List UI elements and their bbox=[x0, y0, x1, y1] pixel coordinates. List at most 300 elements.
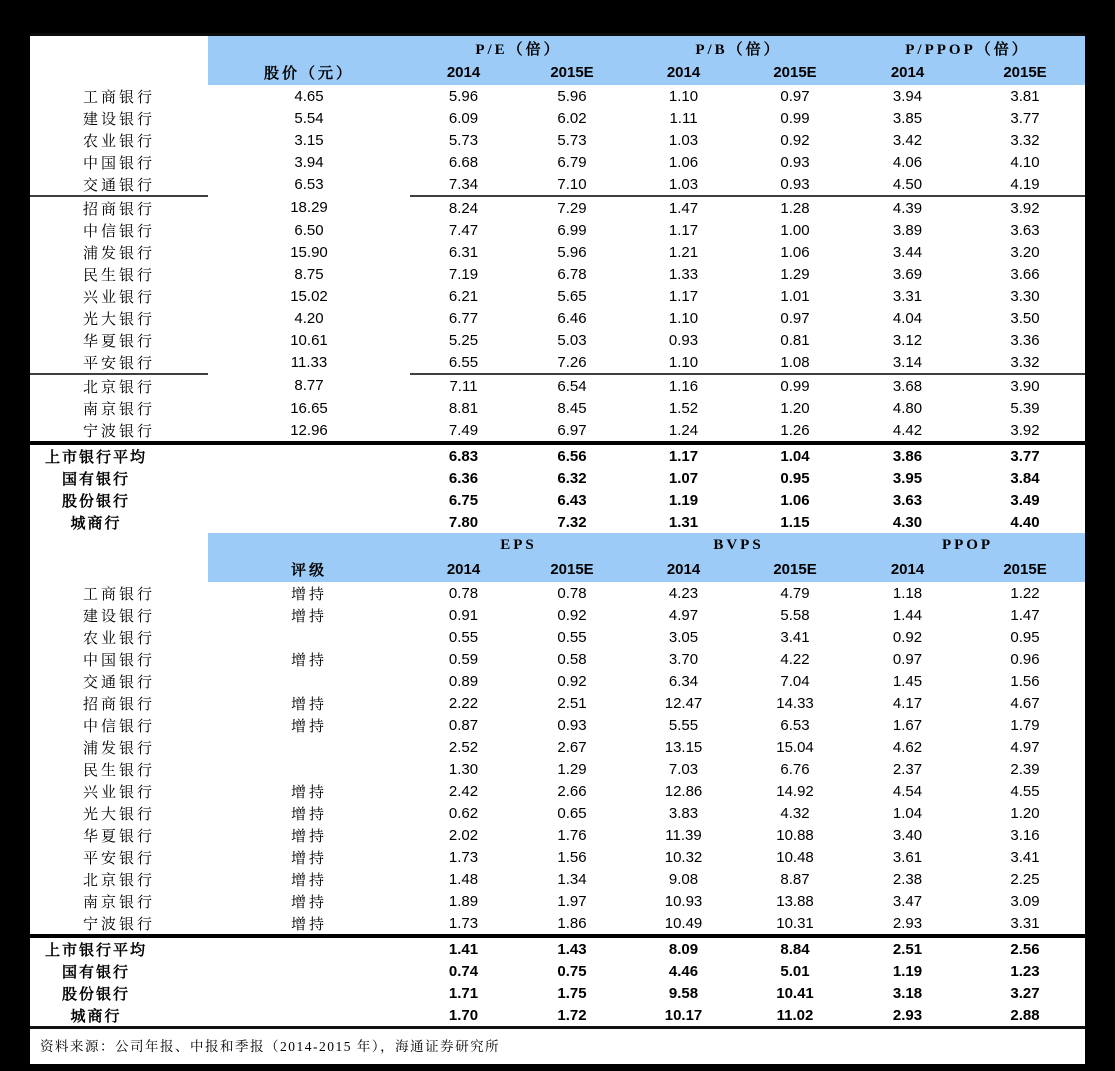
summary-label: 城商行 bbox=[70, 515, 122, 532]
value-cell: 6.53 bbox=[780, 716, 810, 734]
value-cell: 0.97 bbox=[780, 309, 810, 327]
summary-value: 1.43 bbox=[517, 936, 627, 960]
summary-value: 8.09 bbox=[627, 936, 740, 960]
summary-value: 1.70 bbox=[448, 1006, 479, 1024]
value-cell: 2.37 bbox=[892, 760, 923, 778]
year-header-label: 2014 bbox=[410, 60, 517, 85]
value-cell: 2.38 bbox=[892, 870, 923, 888]
summary-label: 股份银行 bbox=[61, 986, 130, 1003]
value-cell: 6.79 bbox=[557, 153, 587, 171]
bank-name: 建设银行 bbox=[82, 608, 155, 625]
group-header-label: P/E（倍） bbox=[410, 35, 627, 61]
value-cell: 3.40 bbox=[892, 826, 923, 844]
group-header-label: P/B（倍） bbox=[627, 35, 850, 61]
value-cell: 8.45 bbox=[557, 399, 587, 417]
bank-row bbox=[30, 890, 1085, 912]
value-cell: 3.89 bbox=[892, 221, 923, 239]
bank-row bbox=[30, 758, 1085, 780]
bank-row bbox=[30, 626, 1085, 648]
value-cell: 13.88 bbox=[776, 892, 814, 910]
group-header-row bbox=[30, 35, 1085, 61]
bank-row bbox=[30, 692, 1085, 714]
year-header-label: 2015E bbox=[740, 557, 850, 582]
group-header-label: P/PPOP（倍） bbox=[850, 35, 1085, 61]
summary-spacer bbox=[208, 960, 410, 982]
price-cell: 18.29 bbox=[290, 199, 328, 216]
summary-value: 2.51 bbox=[850, 936, 965, 960]
summary-value: 10.41 bbox=[776, 984, 814, 1002]
summary-value: 1.71 bbox=[448, 984, 479, 1002]
value-cell: 3.41 bbox=[780, 628, 810, 646]
value-cell: 0.92 bbox=[892, 628, 923, 646]
value-cell: 4.55 bbox=[1010, 782, 1040, 800]
bank-name: 华夏银行 bbox=[82, 333, 155, 350]
value-cell: 6.68 bbox=[448, 153, 479, 171]
source-note: 资料来源：公司年报、中报和季报（2014-2015 年），海通证券研究所 bbox=[30, 1026, 1085, 1064]
value-cell: 1.17 bbox=[668, 221, 699, 239]
value-cell: 0.93 bbox=[740, 173, 850, 196]
value-cell: 4.67 bbox=[1010, 694, 1040, 712]
summary-value: 6.83 bbox=[410, 443, 517, 467]
value-cell: 0.81 bbox=[780, 331, 810, 349]
value-cell: 6.02 bbox=[557, 109, 587, 127]
value-cell: 0.99 bbox=[780, 377, 810, 395]
summary-row bbox=[30, 1004, 1085, 1026]
value-cell: 4.17 bbox=[892, 694, 923, 712]
year-header-label: 2014 bbox=[627, 557, 740, 582]
value-cell: 8.81 bbox=[448, 399, 479, 417]
bank-row bbox=[30, 802, 1085, 824]
value-cell: 0.92 bbox=[780, 131, 810, 149]
value-cell: 1.47 bbox=[668, 199, 699, 217]
value-cell: 0.95 bbox=[1010, 628, 1040, 646]
bank-name: 民生银行 bbox=[82, 267, 155, 284]
bank-row bbox=[30, 824, 1085, 846]
bank-row bbox=[30, 329, 1085, 351]
summary-spacer bbox=[208, 982, 410, 1004]
summary-row bbox=[30, 443, 1085, 467]
bank-name: 北京银行 bbox=[82, 872, 155, 889]
valuation-table bbox=[30, 33, 1085, 533]
value-cell: 3.16 bbox=[1010, 826, 1040, 844]
bank-name: 农业银行 bbox=[82, 133, 155, 150]
header-corner bbox=[30, 35, 208, 61]
bank-row bbox=[30, 107, 1085, 129]
value-cell: 3.61 bbox=[892, 848, 923, 866]
summary-value: 0.74 bbox=[448, 962, 479, 980]
price-cell: 6.53 bbox=[294, 176, 324, 193]
summary-value: 1.23 bbox=[1010, 962, 1040, 980]
value-cell: 3.41 bbox=[1010, 848, 1040, 866]
price-cell: 12.96 bbox=[290, 421, 328, 439]
col2-header-label: 股价（元） bbox=[208, 60, 410, 85]
price-cell: 5.54 bbox=[294, 109, 324, 127]
price-cell: 4.65 bbox=[294, 87, 324, 105]
price-cell: 16.65 bbox=[290, 399, 328, 417]
value-cell: 1.56 bbox=[557, 848, 587, 866]
value-cell: 0.92 bbox=[557, 672, 587, 690]
value-cell: 4.23 bbox=[668, 584, 699, 602]
summary-row bbox=[30, 936, 1085, 960]
summary-value: 6.43 bbox=[557, 491, 587, 509]
value-cell: 3.83 bbox=[668, 804, 699, 822]
value-cell: 1.01 bbox=[780, 287, 810, 305]
summary-value: 0.95 bbox=[780, 469, 810, 487]
price-cell: 8.75 bbox=[294, 265, 324, 283]
header-corner bbox=[30, 533, 208, 557]
value-cell: 4.22 bbox=[780, 650, 810, 668]
bank-row bbox=[30, 219, 1085, 241]
value-cell: 5.73 bbox=[557, 131, 587, 149]
summary-row bbox=[30, 982, 1085, 1004]
summary-spacer bbox=[208, 936, 410, 960]
bank-row bbox=[30, 648, 1085, 670]
price-cell: 4.20 bbox=[294, 309, 324, 327]
bank-row bbox=[30, 85, 1085, 107]
value-cell: 6.55 bbox=[410, 351, 517, 374]
bank-name: 兴业银行 bbox=[82, 784, 155, 801]
value-cell: 10.49 bbox=[664, 914, 703, 932]
summary-value: 1.17 bbox=[627, 443, 740, 467]
value-cell: 7.26 bbox=[517, 351, 627, 374]
value-cell: 3.12 bbox=[892, 331, 923, 349]
value-cell: 2.25 bbox=[1010, 870, 1040, 888]
value-cell: 4.32 bbox=[780, 804, 810, 822]
value-cell: 1.03 bbox=[627, 173, 740, 196]
value-cell: 5.73 bbox=[448, 131, 479, 149]
rating-cell bbox=[208, 736, 410, 758]
value-cell: 7.19 bbox=[448, 265, 479, 283]
value-cell: 3.47 bbox=[892, 892, 923, 910]
bank-row bbox=[30, 846, 1085, 868]
value-cell: 2.02 bbox=[448, 826, 479, 844]
group-header-row bbox=[30, 533, 1085, 557]
value-cell: 0.91 bbox=[448, 606, 479, 624]
summary-value: 2.56 bbox=[965, 936, 1085, 960]
summary-value: 3.63 bbox=[892, 491, 923, 509]
value-cell: 0.87 bbox=[448, 716, 479, 734]
value-cell: 1.47 bbox=[1010, 606, 1040, 624]
value-cell: 12.86 bbox=[664, 782, 703, 800]
value-cell: 3.63 bbox=[1010, 221, 1040, 239]
year-header-row bbox=[30, 60, 1085, 85]
value-cell: 2.52 bbox=[448, 738, 479, 756]
bank-name: 浦发银行 bbox=[82, 740, 155, 757]
value-cell: 1.18 bbox=[892, 584, 923, 602]
value-cell: 0.93 bbox=[780, 153, 810, 171]
value-cell: 0.78 bbox=[557, 584, 587, 602]
bank-row bbox=[30, 173, 1085, 196]
value-cell: 1.29 bbox=[557, 760, 587, 778]
value-cell: 1.00 bbox=[780, 221, 810, 239]
price-cell: 10.61 bbox=[290, 331, 328, 349]
value-cell: 10.88 bbox=[776, 826, 814, 844]
summary-row bbox=[30, 489, 1085, 511]
value-cell: 2.39 bbox=[1010, 760, 1040, 778]
value-cell: 1.29 bbox=[780, 265, 810, 283]
bank-row bbox=[30, 263, 1085, 285]
col2-group-spacer bbox=[208, 35, 410, 61]
value-cell: 7.11 bbox=[449, 377, 478, 395]
value-cell: 0.55 bbox=[557, 628, 587, 646]
value-cell: 0.97 bbox=[780, 87, 810, 105]
summary-value: 1.72 bbox=[557, 1006, 587, 1024]
summary-value: 4.30 bbox=[892, 513, 923, 531]
bank-row bbox=[30, 582, 1085, 604]
summary-row bbox=[30, 511, 1085, 533]
summary-value: 1.06 bbox=[780, 491, 810, 509]
value-cell: 3.20 bbox=[1010, 243, 1040, 261]
rating-cell: 增持 bbox=[290, 718, 327, 735]
value-cell: 4.19 bbox=[965, 173, 1085, 196]
value-cell: 5.65 bbox=[557, 287, 587, 305]
value-cell: 3.85 bbox=[892, 109, 923, 127]
value-cell: 6.97 bbox=[557, 421, 587, 439]
value-cell: 1.04 bbox=[892, 804, 923, 822]
summary-value: 3.77 bbox=[965, 443, 1085, 467]
value-cell: 0.62 bbox=[448, 804, 479, 822]
value-cell: 1.20 bbox=[1010, 804, 1040, 822]
summary-value: 0.75 bbox=[557, 962, 587, 980]
price-cell: 3.94 bbox=[294, 153, 324, 171]
value-cell: 1.44 bbox=[892, 606, 923, 624]
summary-value: 3.95 bbox=[892, 469, 923, 487]
summary-value: 6.56 bbox=[517, 443, 627, 467]
value-cell: 5.55 bbox=[668, 716, 699, 734]
price-cell: 6.50 bbox=[294, 221, 324, 239]
value-cell: 1.21 bbox=[668, 243, 699, 261]
value-cell: 3.32 bbox=[1010, 131, 1040, 149]
bank-name: 宁波银行 bbox=[82, 916, 155, 933]
value-cell: 3.30 bbox=[1010, 287, 1040, 305]
summary-label: 股份银行 bbox=[61, 493, 130, 510]
value-cell: 0.59 bbox=[448, 650, 479, 668]
rating-cell: 增持 bbox=[290, 696, 327, 713]
value-cell: 4.54 bbox=[892, 782, 923, 800]
group-header-label: PPOP bbox=[850, 533, 1085, 557]
group-header-label: EPS bbox=[410, 533, 627, 557]
value-cell: 3.90 bbox=[1010, 377, 1040, 395]
bank-row bbox=[30, 868, 1085, 890]
value-cell: 3.09 bbox=[1010, 892, 1040, 910]
value-cell: 0.89 bbox=[448, 672, 479, 690]
value-cell: 8.24 bbox=[448, 199, 479, 217]
bank-row bbox=[30, 374, 1085, 397]
rating-cell: 增持 bbox=[290, 586, 327, 603]
value-cell: 1.34 bbox=[557, 870, 587, 888]
value-cell: 4.04 bbox=[892, 309, 923, 327]
year-header-label: 2015E bbox=[517, 557, 627, 582]
value-cell: 7.47 bbox=[448, 221, 479, 239]
bank-row bbox=[30, 196, 1085, 219]
value-cell: 3.31 bbox=[892, 287, 923, 305]
summary-value: 6.75 bbox=[448, 491, 479, 509]
bank-name: 工商银行 bbox=[82, 586, 155, 603]
value-cell: 10.93 bbox=[664, 892, 703, 910]
year-header-label: 2015E bbox=[965, 60, 1085, 85]
value-cell: 1.10 bbox=[668, 309, 699, 327]
value-cell: 1.20 bbox=[780, 399, 810, 417]
summary-value: 3.84 bbox=[1010, 469, 1040, 487]
value-cell: 2.51 bbox=[557, 694, 587, 712]
value-cell: 4.39 bbox=[892, 199, 923, 217]
bank-row bbox=[30, 151, 1085, 173]
value-cell: 1.08 bbox=[740, 351, 850, 374]
value-cell: 2.22 bbox=[448, 694, 479, 712]
bank-name: 南京银行 bbox=[82, 401, 155, 418]
bank-row bbox=[30, 780, 1085, 802]
summary-spacer bbox=[208, 489, 410, 511]
year-header-label: 2015E bbox=[740, 60, 850, 85]
value-cell: 9.08 bbox=[668, 870, 699, 888]
rating-cell: 增持 bbox=[290, 828, 327, 845]
summary-label: 上市银行平均 bbox=[30, 443, 208, 467]
value-cell: 1.79 bbox=[1010, 716, 1040, 734]
value-cell: 6.46 bbox=[557, 309, 587, 327]
value-cell: 11.39 bbox=[665, 826, 702, 844]
value-cell: 1.11 bbox=[669, 109, 698, 127]
price-cell: 3.15 bbox=[294, 131, 324, 149]
rating-cell: 增持 bbox=[290, 806, 327, 823]
value-cell: 7.49 bbox=[448, 421, 479, 439]
value-cell: 3.42 bbox=[892, 131, 923, 149]
summary-value: 1.04 bbox=[740, 443, 850, 467]
value-cell: 14.33 bbox=[776, 694, 814, 712]
value-cell: 6.99 bbox=[557, 221, 587, 239]
value-cell: 1.56 bbox=[1010, 672, 1040, 690]
value-cell: 3.14 bbox=[850, 351, 965, 374]
value-cell: 1.22 bbox=[1010, 584, 1040, 602]
bank-name: 华夏银行 bbox=[82, 828, 155, 845]
header-corner bbox=[30, 557, 208, 582]
value-cell: 5.96 bbox=[448, 87, 479, 105]
value-cell: 1.06 bbox=[668, 153, 699, 171]
value-cell: 2.66 bbox=[557, 782, 587, 800]
rating-cell: 增持 bbox=[290, 872, 327, 889]
bank-name: 光大银行 bbox=[82, 311, 155, 328]
year-header-label: 2015E bbox=[517, 60, 627, 85]
bank-name: 中国银行 bbox=[82, 652, 155, 669]
summary-spacer bbox=[208, 1004, 410, 1026]
bank-row bbox=[30, 129, 1085, 151]
bank-name: 交通银行 bbox=[82, 674, 155, 691]
summary-value: 3.18 bbox=[892, 984, 923, 1002]
value-cell: 6.76 bbox=[780, 760, 810, 778]
col2-header-label: 评级 bbox=[208, 557, 410, 582]
value-cell: 0.99 bbox=[780, 109, 810, 127]
bank-row bbox=[30, 307, 1085, 329]
summary-value: 9.58 bbox=[668, 984, 699, 1002]
value-cell: 0.93 bbox=[557, 716, 587, 734]
value-cell: 4.97 bbox=[668, 606, 699, 624]
price-cell: 15.02 bbox=[290, 287, 328, 305]
value-cell: 1.10 bbox=[627, 351, 740, 374]
value-cell: 1.06 bbox=[780, 243, 810, 261]
rating-cell bbox=[208, 670, 410, 692]
value-cell: 0.65 bbox=[557, 804, 587, 822]
value-cell: 7.34 bbox=[410, 173, 517, 196]
summary-value: 8.84 bbox=[740, 936, 850, 960]
value-cell: 0.78 bbox=[448, 584, 479, 602]
price-cell: 15.90 bbox=[290, 243, 328, 261]
bank-row bbox=[30, 419, 1085, 443]
summary-spacer bbox=[208, 511, 410, 533]
year-header-label: 2015E bbox=[965, 557, 1085, 582]
value-cell: 2.42 bbox=[448, 782, 479, 800]
summary-value: 7.32 bbox=[557, 513, 587, 531]
summary-value: 1.19 bbox=[892, 962, 923, 980]
report-table-page bbox=[30, 33, 1085, 1064]
value-cell: 5.25 bbox=[448, 331, 479, 349]
bank-row bbox=[30, 912, 1085, 936]
value-cell: 4.62 bbox=[892, 738, 923, 756]
value-cell: 6.34 bbox=[668, 672, 699, 690]
value-cell: 1.45 bbox=[892, 672, 923, 690]
value-cell: 6.31 bbox=[448, 243, 479, 261]
value-cell: 3.92 bbox=[1010, 199, 1040, 217]
bank-row bbox=[30, 736, 1085, 758]
value-cell: 1.17 bbox=[668, 287, 699, 305]
value-cell: 0.92 bbox=[557, 606, 587, 624]
rating-cell: 增持 bbox=[290, 608, 327, 625]
value-cell: 3.44 bbox=[892, 243, 923, 261]
value-cell: 1.03 bbox=[668, 131, 699, 149]
value-cell: 7.10 bbox=[517, 173, 627, 196]
rating-cell: 增持 bbox=[290, 894, 327, 911]
header-corner bbox=[30, 60, 208, 85]
summary-value: 6.32 bbox=[557, 469, 587, 487]
summary-label: 城商行 bbox=[70, 1008, 122, 1025]
value-cell: 1.52 bbox=[668, 399, 699, 417]
summary-value: 5.01 bbox=[780, 962, 810, 980]
value-cell: 10.48 bbox=[776, 848, 814, 866]
group-header-label: BVPS bbox=[627, 533, 850, 557]
value-cell: 0.55 bbox=[448, 628, 479, 646]
value-cell: 1.48 bbox=[448, 870, 479, 888]
rating-cell: 增持 bbox=[290, 850, 327, 867]
estimates-table bbox=[30, 533, 1085, 1026]
price-cell: 8.77 bbox=[294, 377, 324, 394]
value-cell: 3.69 bbox=[892, 265, 923, 283]
value-cell: 2.93 bbox=[892, 914, 923, 932]
value-cell: 0.97 bbox=[892, 650, 923, 668]
summary-value: 2.88 bbox=[1010, 1006, 1040, 1024]
year-header-label: 2014 bbox=[410, 557, 517, 582]
bank-name: 宁波银行 bbox=[82, 423, 155, 440]
rating-cell: 增持 bbox=[290, 652, 327, 669]
value-cell: 10.31 bbox=[776, 914, 814, 932]
rating-cell bbox=[208, 626, 410, 648]
value-cell: 1.89 bbox=[448, 892, 479, 910]
value-cell: 1.28 bbox=[780, 199, 810, 217]
bank-name: 北京银行 bbox=[82, 379, 155, 396]
value-cell: 6.78 bbox=[557, 265, 587, 283]
summary-spacer bbox=[208, 443, 410, 467]
value-cell: 1.73 bbox=[448, 848, 479, 866]
year-header-label: 2014 bbox=[627, 60, 740, 85]
bank-name: 兴业银行 bbox=[82, 289, 155, 306]
value-cell: 6.54 bbox=[557, 377, 587, 395]
value-cell: 4.42 bbox=[892, 421, 923, 439]
value-cell: 1.33 bbox=[668, 265, 699, 283]
summary-value: 1.19 bbox=[668, 491, 699, 509]
value-cell: 3.70 bbox=[668, 650, 699, 668]
summary-value: 11.02 bbox=[776, 1006, 814, 1024]
value-cell: 3.94 bbox=[892, 87, 923, 105]
year-header-label: 2014 bbox=[850, 557, 965, 582]
bank-row bbox=[30, 604, 1085, 626]
summary-value: 6.36 bbox=[448, 469, 479, 487]
